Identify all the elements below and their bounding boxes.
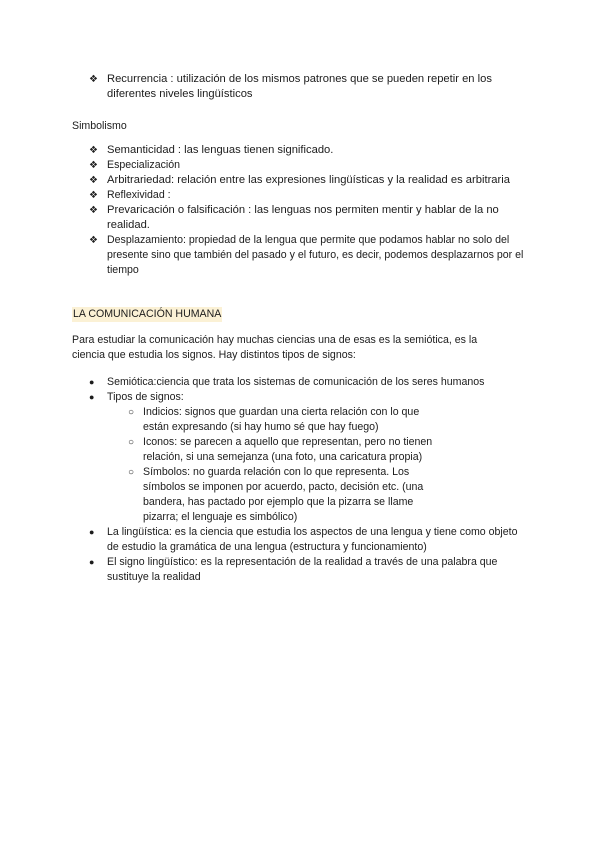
- list-item-text: Recurrencia : utilización de los mismos patrones que se pueden repetir en los diferentes niveles lingüísticos: [107, 73, 492, 100]
- list-item: [0, 188, 600, 203]
- list-item: [0, 233, 600, 278]
- dot-bullet-icon: ●: [89, 392, 95, 402]
- section-label-simbolismo: Simbolismo: [72, 120, 127, 132]
- list-item-text: Reflexividad :: [107, 189, 171, 201]
- list-item: [0, 158, 600, 173]
- diamond-bullet-icon: ❖: [89, 175, 98, 186]
- list-item-text: Tipos de signos:: [107, 391, 184, 403]
- list-item-text: Desplazamiento: propiedad de la lengua que permite que podamos hablar no solo del presente sino que también del pasado y el futuro, es decir, podemos desplazarnos por el tiempo: [107, 234, 524, 276]
- list-item: [0, 375, 600, 390]
- diamond-bullet-icon: ❖: [89, 160, 98, 171]
- simbolismo-list: [0, 143, 600, 278]
- diamond-bullet-icon: ❖: [89, 205, 98, 216]
- sublist-item-text: Iconos: se parecen a aquello que representan, pero no tienen relación, si una semejanza (una foto, una caricatura propia): [143, 436, 433, 463]
- diamond-bullet-icon: ❖: [89, 235, 98, 246]
- circle-bullet-icon: ○: [128, 407, 135, 418]
- list-item: [0, 72, 600, 102]
- sublist-item: [0, 435, 525, 465]
- sublist-item: [0, 405, 525, 435]
- list-item-text: Prevaricación o falsificación : las lenguas nos permiten mentir y hablar de la no realidad.: [107, 204, 499, 231]
- dot-bullet-icon: ●: [89, 557, 95, 567]
- list-item: [0, 390, 600, 525]
- recurrencia-list: [0, 72, 600, 102]
- diamond-bullet-icon: ❖: [89, 190, 98, 201]
- diamond-bullet-icon: ❖: [89, 145, 98, 156]
- circle-bullet-icon: ○: [128, 467, 135, 478]
- section-heading: LA COMUNICACIÓN HUMANA: [73, 308, 222, 320]
- sublist-item-text: Indicios: signos que guardan una cierta relación con lo que están expresando (si hay humo sé que hay fuego): [143, 406, 420, 433]
- diamond-bullet-icon: ❖: [89, 74, 98, 85]
- list-item: [0, 203, 600, 233]
- list-item: [0, 173, 600, 188]
- dot-bullet-icon: ●: [89, 377, 95, 387]
- list-item-text: El signo lingüístico: es la representación de la realidad a través de una palabra que sustituye la realidad: [107, 556, 498, 583]
- list-item-text: La lingüística: es la ciencia que estudia los aspectos de una lengua y tiene como objeto de estudio la gramática de una lengua (estructura y funcionamiento): [107, 526, 518, 553]
- list-item-text: Semanticidad : las lenguas tienen significado.: [107, 144, 334, 156]
- sublist-item: [0, 465, 525, 525]
- list-item-text: Especialización: [107, 159, 181, 171]
- list-item: [0, 143, 600, 158]
- sublist-item-text: Símbolos: no guarda relación con lo que representa. Los símbolos se imponen por acuerdo, pacto, decisión etc. (una bandera, has pactado por ejemplo que la pizarra se llame pizarra; el lenguaje es simbólico): [143, 466, 424, 523]
- circle-bullet-icon: ○: [128, 437, 135, 448]
- dot-bullet-icon: ●: [89, 527, 95, 537]
- list-item: [0, 555, 600, 585]
- intro-paragraph: Para estudiar la comunicación hay muchas ciencias una de esas es la semiótica, es la ciencia que estudia los signos. Hay distintos tipos de signos:: [72, 334, 478, 361]
- list-item: [0, 525, 600, 555]
- list-item-text: Semiótica:ciencia que trata los sistemas de comunicación de los seres humanos: [107, 376, 485, 388]
- tipos-sublist: [107, 405, 525, 525]
- list-item-text: Arbitrariedad: relación entre las expresiones lingüísticas y la realidad es arbitraria: [107, 174, 510, 186]
- signos-list: [0, 375, 600, 585]
